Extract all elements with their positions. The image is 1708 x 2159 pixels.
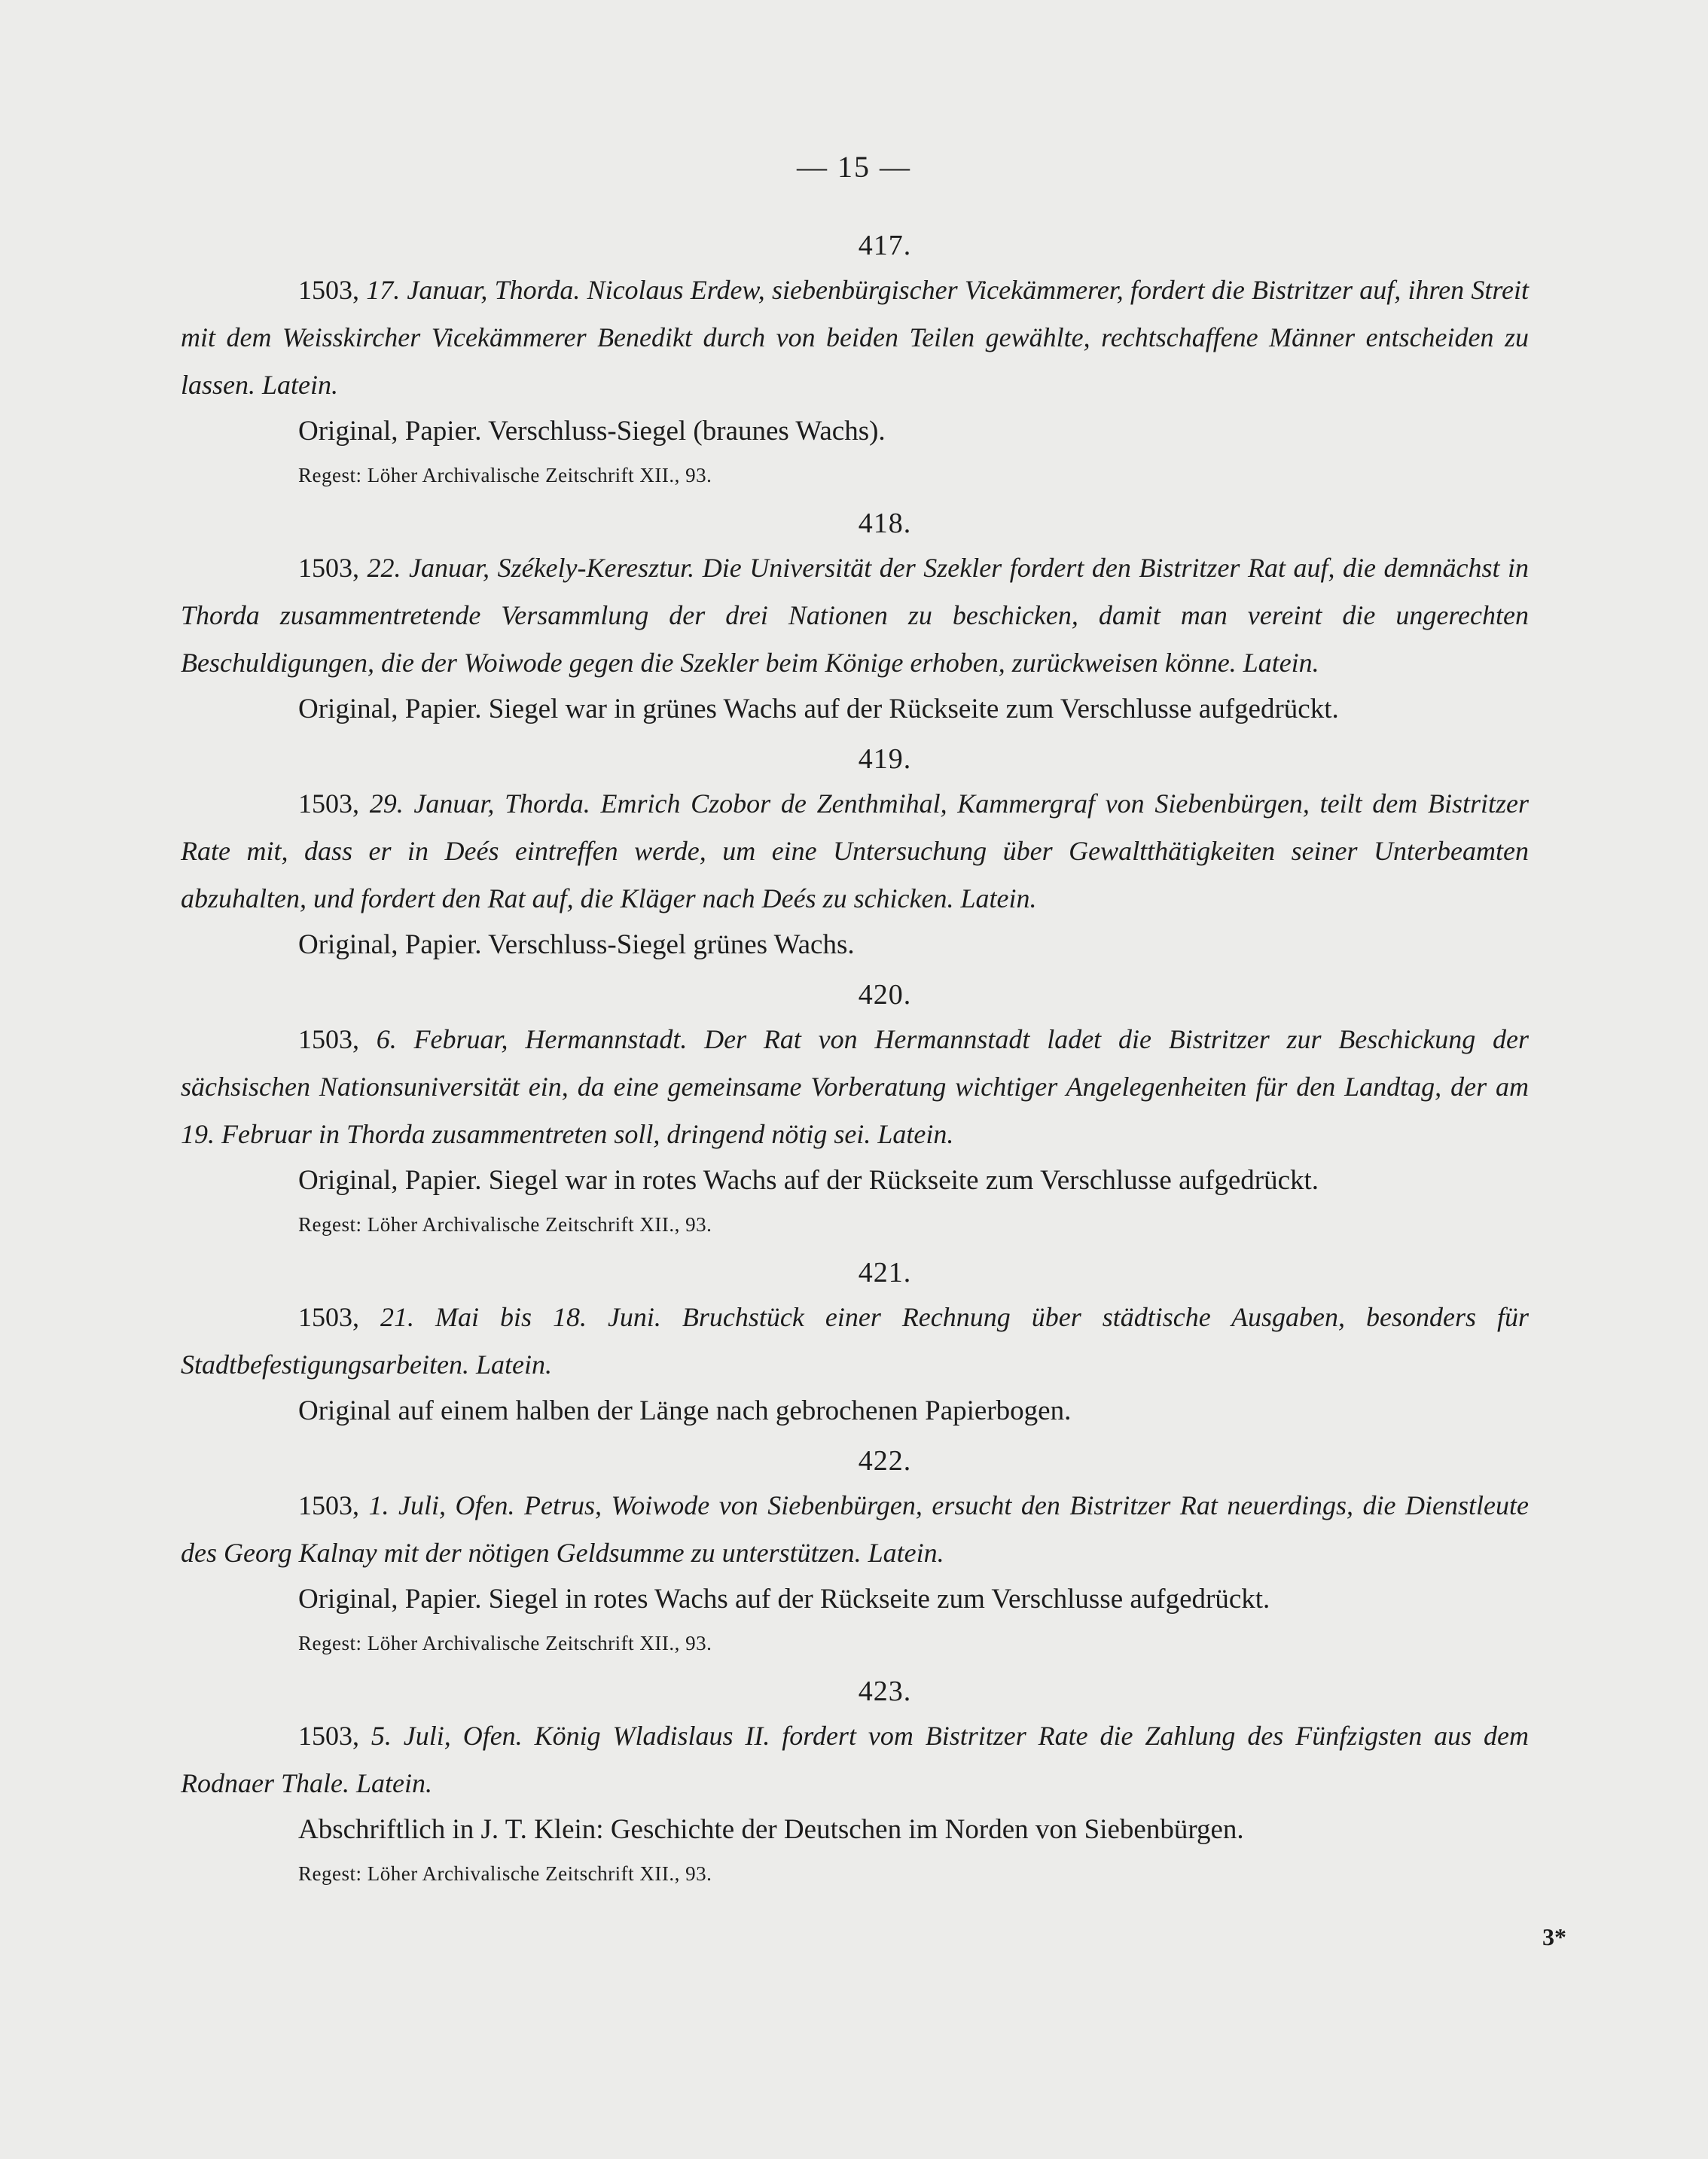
entry-number: 419. xyxy=(858,743,912,775)
entry-year: 1503, xyxy=(298,1024,359,1054)
entry-literature: Regest: Löher Archivalische Zeitschrift XII., 93. xyxy=(298,1632,712,1654)
entry-year: 1503, xyxy=(298,788,359,819)
entry-421 xyxy=(181,1256,1529,1434)
entry-literature: Regest: Löher Archivalische Zeitschrift XII., 93. xyxy=(298,1862,712,1885)
entry-text xyxy=(181,267,1529,409)
entry-source: Original, Papier. Verschluss-Siegel grünes Wachs. xyxy=(298,929,855,960)
entry-text xyxy=(181,1712,1529,1807)
entry-text xyxy=(181,544,1529,687)
entry-422 xyxy=(181,1444,1529,1664)
entry-number: 423. xyxy=(858,1676,912,1707)
entry-summary: 17. Januar, Thorda. Nicolaus Erdew, siebenbürgischer Vicekämmerer, fordert die Bistritzer auf, ihren Streit mit dem Weisskircher Vicekämmerer Benedikt durch von beiden Teilen gewählte, rechtschaffene Männer entscheiden zu lassen. Latein. xyxy=(181,275,1529,400)
entry-number: 422. xyxy=(858,1445,912,1477)
entry-year: 1503, xyxy=(298,553,359,583)
entry-text xyxy=(181,1482,1529,1577)
entry-summary: 1. Juli, Ofen. Petrus, Woiwode von Siebenbürgen, ersucht den Bistritzer Rat neuerdings, die Dienstleute des Georg Kalnay mit der nötigen Geldsumme zu unterstützen. Latein. xyxy=(181,1490,1530,1568)
entry-source: Original, Papier. Verschluss-Siegel (braunes Wachs). xyxy=(298,416,886,447)
regest-list xyxy=(181,218,1529,1899)
entry-text xyxy=(181,780,1529,922)
signature-mark: 3* xyxy=(1542,1923,1566,1950)
entry-number: 421. xyxy=(858,1257,912,1288)
entry-source: Original auf einem halben der Länge nach gebrochenen Papierbogen. xyxy=(298,1395,1072,1426)
entry-419 xyxy=(181,743,1529,968)
entry-text xyxy=(181,1016,1529,1158)
entry-summary: 29. Januar, Thorda. Emrich Czobor de Zenthmihal, Kammergraf von Siebenbürgen, teilt dem Bistritzer Rate mit, dass er in Deés eintreffen werde, um eine Untersuchung über Gewaltthätigkeiten seiner Unterbeamten abzuhalten, und fordert den Rat auf, die Kläger nach Deés zu schicken. Latein. xyxy=(181,788,1529,913)
entry-literature: Regest: Löher Archivalische Zeitschrift XII., 93. xyxy=(298,464,712,486)
entry-summary: 5. Juli, Ofen. König Wladislaus II. fordert vom Bistritzer Rate die Zahlung des Fünfzigsten aus dem Rodnaer Thale. Latein. xyxy=(181,1721,1529,1798)
entry-number: 417. xyxy=(858,230,912,261)
entry-number: 418. xyxy=(858,508,912,539)
entry-420 xyxy=(181,978,1529,1246)
entry-year: 1503, xyxy=(298,1490,359,1520)
entry-number: 420. xyxy=(858,979,912,1011)
entry-source: Original, Papier. Siegel in rotes Wachs auf der Rückseite zum Verschlusse aufgedrückt. xyxy=(298,1584,1270,1615)
entry-year: 1503, xyxy=(298,1302,359,1332)
entry-year: 1503, xyxy=(298,1721,359,1751)
entry-418 xyxy=(181,507,1529,732)
entry-source: Original, Papier. Siegel war in grünes Wachs auf der Rückseite zum Verschlusse aufgedrückt. xyxy=(298,694,1339,724)
entry-423 xyxy=(181,1675,1529,1895)
entry-source: Abschriftlich in J. T. Klein: Geschichte der Deutschen im Norden von Siebenbürgen. xyxy=(298,1814,1244,1845)
entry-417 xyxy=(181,229,1529,496)
entry-literature: Regest: Löher Archivalische Zeitschrift XII., 93. xyxy=(298,1213,712,1236)
page-number: — 15 — xyxy=(797,150,911,184)
entry-text xyxy=(181,1294,1529,1389)
entry-summary: 6. Februar, Hermannstadt. Der Rat von Hermannstadt ladet die Bistritzer zur Beschickung der sächsischen Nationsuniversität ein, da eine gemeinsame Vorberatung wichtiger Angelegenheiten für den Landtag, der am 19. Februar in Thorda zusammentreten soll, dringend nötig sei. Latein. xyxy=(181,1024,1529,1149)
entry-year: 1503, xyxy=(298,275,359,305)
entry-source: Original, Papier. Siegel war in rotes Wachs auf der Rückseite zum Verschlusse aufgedrückt. xyxy=(298,1165,1319,1196)
entry-summary: 22. Januar, Székely-Keresztur. Die Universität der Szekler fordert den Bistritzer Rat auf, die demnächst in Thorda zusammentretende Versammlung der drei Nationen zu beschicken, damit man vereint die ungerechten Beschuldigungen, die der Woiwode gegen die Szekler beim Könige erhoben, zurückweisen könne. Latein. xyxy=(181,553,1530,678)
entry-summary: 21. Mai bis 18. Juni. Bruchstück einer Rechnung über städtische Ausgaben, besonders für Stadtbefestigungsarbeiten. Latein. xyxy=(181,1302,1529,1380)
